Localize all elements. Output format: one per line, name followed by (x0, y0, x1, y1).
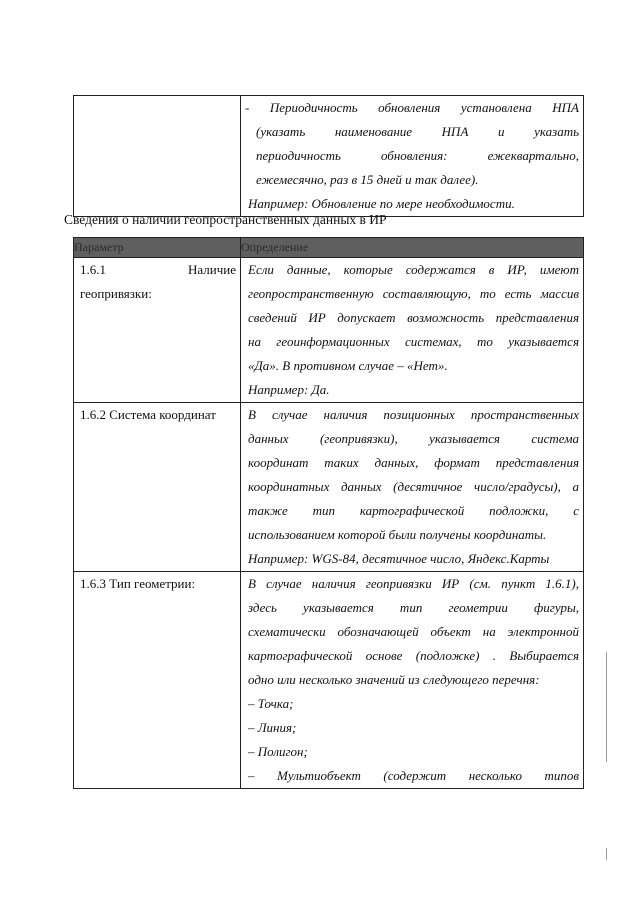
definition-line: Например: Обновление по мере необходимости. (248, 196, 515, 211)
param-label: 1.6.2 Система координат (80, 407, 216, 422)
table-caption: Сведения о наличии геопространственных данных в ИР (64, 212, 387, 227)
definition-line: Если данные, которые содержатся в ИР, имеют (248, 262, 579, 277)
scan-margin-line (606, 848, 607, 860)
definition-line: ежемесячно, раз в 15 дней и так далее). (256, 172, 479, 187)
list-item: – Полигон; (248, 744, 308, 759)
table-header-row (74, 238, 584, 258)
table-row (74, 258, 584, 403)
param-label: 1.6.3 Тип геометрии: (80, 576, 196, 591)
definition-line: геопространственную составляющую, то есть массив (248, 286, 579, 301)
param-word: геопривязки: (80, 286, 152, 301)
definition-line: Например: WGS-84, десятичное число, Яндекс.Карты (248, 551, 550, 566)
list-item: – Точка; (248, 696, 294, 711)
definition-line: схематически обозначающей объект на электронной (248, 624, 579, 639)
definition-line: координатных данных (десятичное число/градусы), а (248, 479, 579, 494)
definition-line: использованием которой были получены координаты. (248, 527, 547, 542)
definition-line: В случае наличия позиционных пространственных (248, 407, 579, 422)
definition-cell (241, 403, 584, 572)
list-item: – Мультиобъект (содержит несколько типов (248, 768, 579, 783)
header-definition: Определение (241, 238, 584, 258)
continuation-table (73, 95, 584, 217)
geo-data-table (73, 237, 584, 789)
definition-line: на геоинформационных системах, то указывается (248, 334, 579, 349)
table-row (74, 572, 584, 789)
definition-line: картографической основе (подложке) . Выбирается (248, 648, 579, 663)
table-row (74, 96, 584, 217)
list-item: – Линия; (248, 720, 297, 735)
definition-line: здесь указывается тип геометрии фигуры, (248, 600, 579, 615)
param-cell (74, 403, 241, 572)
param-cell (74, 258, 241, 403)
definition-line: также тип картографической подложки, с (248, 503, 579, 518)
definition-line: (указать наименование НПА и указать (256, 124, 579, 139)
param-cell (74, 572, 241, 789)
definition-line: координат таких данных, формат представления (248, 455, 579, 470)
definition-line: В случае наличия геопривязки ИР (см. пункт 1.6.1), (248, 576, 579, 591)
param-cell (74, 96, 241, 217)
definition-line: периодичность обновления: ежеквартально, (256, 148, 579, 163)
definition-line: - Периодичность обновления установлена НПА (245, 100, 579, 115)
definition-cell (241, 258, 584, 403)
param-number: 1.6.1 (80, 262, 106, 277)
definition-line: «Да». В противном случае – «Нет». (248, 358, 448, 373)
scan-margin-line (606, 652, 607, 762)
header-param: Параметр (74, 238, 241, 258)
table-row (74, 403, 584, 572)
definition-line: одно или несколько значений из следующего перечня: (248, 672, 540, 687)
definition-cell (241, 96, 584, 217)
definition-cell (241, 572, 584, 789)
definition-line: сведений ИР допускает возможность представления (248, 310, 579, 325)
definition-line: данных (геопривязки), указывается система (248, 431, 579, 446)
definition-line: Например: Да. (248, 382, 330, 397)
param-word: Наличие (188, 262, 236, 277)
